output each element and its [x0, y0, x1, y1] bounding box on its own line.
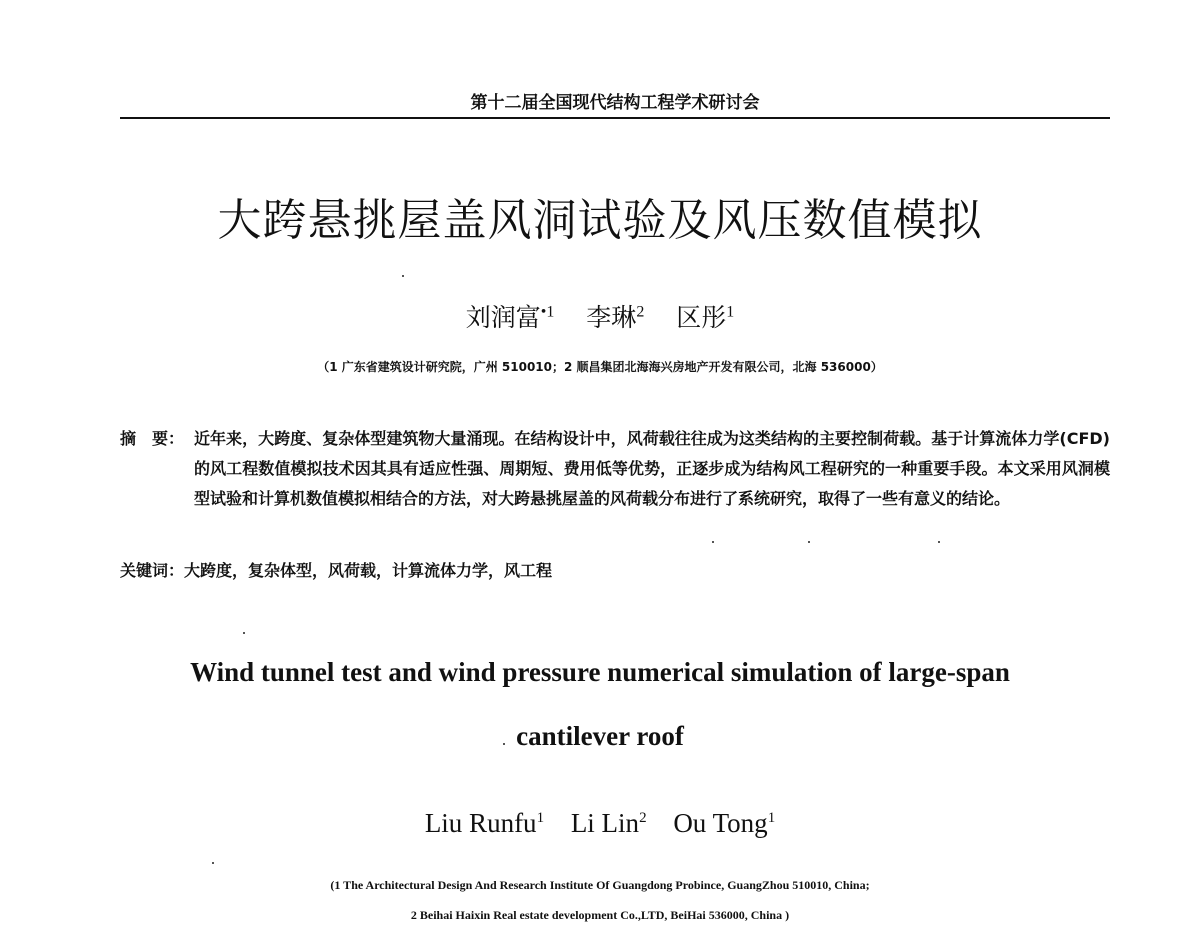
author-en	[571, 808, 647, 838]
author-zh-name: 李琳	[586, 303, 637, 332]
author-zh	[676, 303, 734, 332]
author-zh-name: 刘润富	[465, 303, 541, 332]
keywords-label: 关键词：	[120, 561, 185, 580]
paper-title-en	[0, 640, 1200, 768]
authors-zh	[0, 298, 1200, 334]
scan-speck	[938, 541, 940, 543]
paper-title-zh: 大跨悬挑屋盖风洞试验及风压数值模拟	[217, 195, 983, 246]
author-zh-affil-mark: •1	[540, 303, 555, 321]
header-rule	[120, 117, 1110, 119]
author-en	[673, 808, 775, 838]
scan-speck	[808, 541, 810, 543]
authors-en	[0, 808, 1200, 839]
scan-speck	[503, 743, 505, 745]
author-en-affil-mark: 1	[536, 810, 545, 826]
scan-speck	[712, 541, 714, 543]
author-zh-affil-mark: 1	[726, 303, 735, 321]
keywords-zh	[120, 558, 1110, 581]
author-en-name: Ou Tong	[673, 808, 768, 838]
abstract-zh	[120, 424, 1110, 514]
conference-header: 第十二届全国现代结构工程学术研讨会	[470, 93, 760, 113]
author-zh	[586, 303, 644, 332]
affiliation-en-line-2: 2 Beihai Haixin Real estate development Co.,LTD, BeiHai 536000, China )	[410, 908, 790, 922]
author-en-name: Liu Runfu	[424, 808, 537, 838]
scan-speck	[212, 862, 214, 864]
author-zh-affil-mark: 2	[636, 303, 645, 321]
author-zh	[466, 303, 555, 332]
scan-speck	[243, 632, 245, 634]
abstract-label: 摘 要：	[120, 429, 185, 448]
affiliation-en	[0, 870, 1200, 930]
author-en	[425, 808, 544, 838]
author-en-affil-mark: 2	[639, 810, 647, 826]
author-en-affil-mark: 1	[767, 810, 776, 826]
keywords-text: 大跨度，复杂体型，风荷载，计算流体力学，风工程	[184, 561, 553, 580]
author-en-name: Li Lin	[570, 808, 640, 838]
affiliation-zh: （1 广东省建筑设计研究院，广州 510010；2 顺昌集团北海海兴房地产开发有限公司，北海 536000）	[317, 360, 883, 374]
abstract-text: 近年来，大跨度、复杂体型建筑物大量涌现。在结构设计中，风荷载往往成为这类结构的主要控制荷载。基于计算流体力学(CFD)的风工程数值模拟技术因其具有适应性强、周期短、费用低等优势，正逐步成为结构风工程研究的一种重要手段。本文采用风洞模型试验和计算机数值模拟相结合的方法，对大跨悬挑屋盖的风荷载分布进行了系统研究，取得了一些有意义的结论。	[194, 429, 1110, 508]
author-zh-name: 区彤	[676, 303, 727, 332]
title-en-line-1: Wind tunnel test and wind pressure numerical simulation of large-span	[190, 657, 1010, 687]
scan-speck	[402, 275, 404, 277]
affiliation-en-line-1: (1 The Architectural Design And Research Institute Of Guangdong Probince, GuangZhou 510010, China;	[330, 878, 870, 892]
title-en-line-2: cantilever roof	[516, 721, 684, 751]
